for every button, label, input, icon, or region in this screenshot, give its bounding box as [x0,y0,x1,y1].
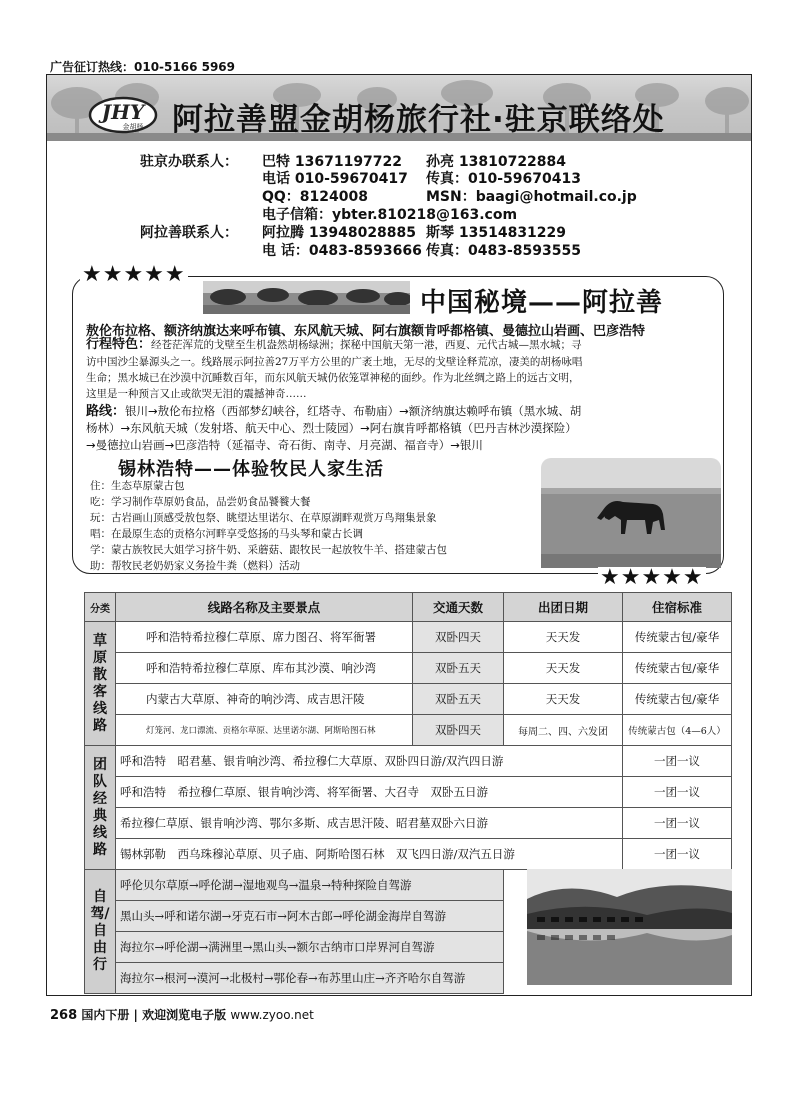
email-address: 电子信箱：ybter.810218@163.com [262,207,518,223]
alxa-contact-2: 斯琴 13514831229 [426,225,567,241]
stars-bottom: ★★★★★ [600,565,704,590]
header-category: 分类 [85,593,116,622]
life-item-learn: 学：蒙古族牧民大姐学习挤牛奶、采蘑菇、跟牧民一起放牧牛羊、搭建蒙古包 [90,544,447,556]
route-name: 海拉尔→呼伦湖→满洲里→黑山头→额尔古纳市口岸界河自驾游 [116,932,504,963]
header-departure: 出团日期 [504,593,623,622]
grass-category: 草原散客线路 [85,622,116,746]
feature-places: 敖伦布拉格、额济纳旗达来呼布镇、东风航天城、阿右旗额肯呼都格镇、曼德拉山岩画、巴彦浩特 [86,324,646,339]
table-row [85,746,732,777]
msn-address: MSN：baagi@hotmail.co.jp [426,189,637,205]
group-category: 团队经典线路 [85,746,116,870]
alxa-fax: 传真：0483-8593555 [426,243,581,259]
footer-divider: | [133,1008,138,1022]
alxa-contact-label: 阿拉善联系人： [140,225,238,241]
route-name: 呼和浩特 昭君墓、银肯响沙湾、希拉穆仁大草原、双卧四日游/双汽四日游 [116,746,623,777]
table-header-row [85,593,732,622]
life-item-eat: 吃：学习制作草原奶食品，品尝奶食品饕餮大餐 [90,496,311,508]
beijing-fax: 传真：010-59670413 [426,171,581,187]
table-row [85,622,732,653]
table-row [85,777,732,808]
route-departure: 天天发 [504,684,623,715]
self-drive-category: 自驾/自由行 [85,870,116,994]
table-row [85,653,732,684]
route-departure: 天天发 [504,622,623,653]
header-lodging: 住宿标准 [623,593,732,622]
table-row [85,684,732,715]
beijing-contact-2: 孙亮 13810722884 [426,154,567,170]
itinerary-line-2: 访中国沙尘暴源头之一。线路展示阿拉善27万平方公里的广袤土地，无尽的戈壁诠释荒凉，凄美的胡杨咏唱 [86,356,583,368]
route-name: 内蒙古大草原、神奇的响沙湾、成吉思汗陵 [116,684,413,715]
route-label: 路线： [86,404,126,419]
route-lodging: 传统蒙古包/豪华 [623,653,732,684]
route-name: 海拉尔→根河→漠河→北极村→鄂伦春→布苏里山庄→齐齐哈尔自驾游 [116,963,504,994]
life-item-stay: 住：生态草原蒙古包 [90,480,185,492]
route-price: 一团一议 [623,777,732,808]
desert-oasis-photo [203,281,410,314]
stars-top: ★★★★★ [82,262,186,287]
route-price: 一团一议 [623,746,732,777]
route-transport: 双卧四天 [413,622,504,653]
life-item-help: 助：帮牧民老奶奶家义务捡牛粪（燃料）活动 [90,560,300,572]
itinerary-text-1: 经苍茫浑荒的戈壁至生机盎然胡杨绿洲；探秘中国航天第一港，西夏、元代古城—黑水城；寻 [151,339,582,351]
route-name: 呼和浩特 希拉穆仁草原、银肯响沙湾、将军衙署、大召寺 双卧五日游 [116,777,623,808]
svg-text:金胡杨: 金胡杨 [122,123,144,131]
feature-heading: 中国秘境——阿拉善 [420,288,664,318]
agency-title: 阿拉善盟金胡杨旅行社·驻京联络处 [172,102,665,138]
route-name: 呼伦贝尔草原→呼伦湖→湿地观鸟→温泉→特种探险自驾游 [116,870,504,901]
desert-camel-caravan-photo [527,869,732,985]
table-row [85,839,732,870]
header-transport: 交通天数 [413,593,504,622]
route-line-2: 杨林）→东风航天城（发射塔、航天中心、烈士陵园）→阿右旗肯呼都格镇（巴丹吉林沙漠探险） [86,421,577,435]
table-row [85,715,732,746]
route-line-3: →曼德拉山岩画→巴彦浩特（延福寺、奇石街、南寺、月亮湖、福音寺）→银川 [86,438,483,452]
beijing-contact-1: 巴特 13671197722 [262,154,403,170]
route-transport: 双卧五天 [413,684,504,715]
footer-section: 国内下册 [81,1008,130,1022]
table-row [85,808,732,839]
route-name: 灯笼河、龙口漂流、贡格尔草原、达里诺尔湖、阿斯哈图石林 [116,715,413,746]
route-departure: 每周二、四、六发团 [504,715,623,746]
route-lodging: 传统蒙古包（4—6人） [623,715,732,746]
xilinhot-heading: 锡林浩特——体验牧民人家生活 [118,459,384,480]
route-price: 一团一议 [623,839,732,870]
route-lodging: 传统蒙古包/豪华 [623,622,732,653]
jhy-logo [88,95,158,135]
route-name: 希拉穆仁草原、银肯响沙湾、鄂尔多斯、成吉思汗陵、昭君墓双卧六日游 [116,808,623,839]
life-item-sing: 唱：在最原生态的贡格尔河畔享受悠扬的马头琴和蒙古长调 [90,528,363,540]
route-transport: 双卧四天 [413,715,504,746]
qq-number: QQ：8124008 [262,189,368,205]
footer-slogan: 欢迎浏览电子版 [142,1008,227,1022]
route-line-1 [86,403,581,420]
route-text-1: 银川→敖伦布拉格（西部梦幻峡谷，红塔寺、布勒庙）→额济纳旗达赖呼布镇（黑水城、胡 [125,404,582,418]
route-departure: 天天发 [504,653,623,684]
route-transport: 双卧五天 [413,653,504,684]
page-number: 268 [50,1008,78,1023]
itinerary-line-1 [86,337,582,353]
ad-hotline: 广告征订热线：010-5166 5969 [50,60,236,74]
footer-url[interactable]: www.zyoo.net [230,1008,314,1022]
itinerary-line-3: 生命；黑水城已在沙漠中沉睡数百年，而东风航天城仍依笼罩神秘的面纱。作为北丝绸之路上的远古文明， [86,372,580,384]
page-footer [50,1006,314,1023]
alxa-contact-1: 阿拉腾 13948028885 [262,225,417,241]
beijing-contact-label: 驻京办联系人： [140,154,238,170]
itinerary-label: 行程特色： [86,337,152,352]
alxa-tel: 电 话：0483-8593666 [262,243,422,259]
horse-on-grassland-photo [541,458,721,568]
route-name: 锡林郭勒 西乌珠穆沁草原、贝子庙、阿斯哈图石林 双飞四日游/双汽五日游 [116,839,623,870]
header-route-name: 线路名称及主要景点 [116,593,413,622]
route-name: 呼和浩特希拉穆仁草原、席力图召、将军衙署 [116,622,413,653]
beijing-tel: 电话 010-59670417 [262,171,408,187]
route-name: 呼和浩特希拉穆仁草原、库布其沙漠、响沙湾 [116,653,413,684]
route-lodging: 传统蒙古包/豪华 [623,684,732,715]
route-price: 一团一议 [623,808,732,839]
life-item-play: 玩：古岩画山顶感受敖包祭、眺望达里诺尔、在草原湖畔观赏万鸟翔集景象 [90,512,437,524]
svg-text:JHY: JHY [101,100,145,124]
route-name: 黑山头→呼和诺尔湖→牙克石市→阿木古郎→呼伦湖金海岸自驾游 [116,901,504,932]
itinerary-line-4: 这里是一种预言又止或欲哭无泪的震撼神奇…… [86,388,307,400]
